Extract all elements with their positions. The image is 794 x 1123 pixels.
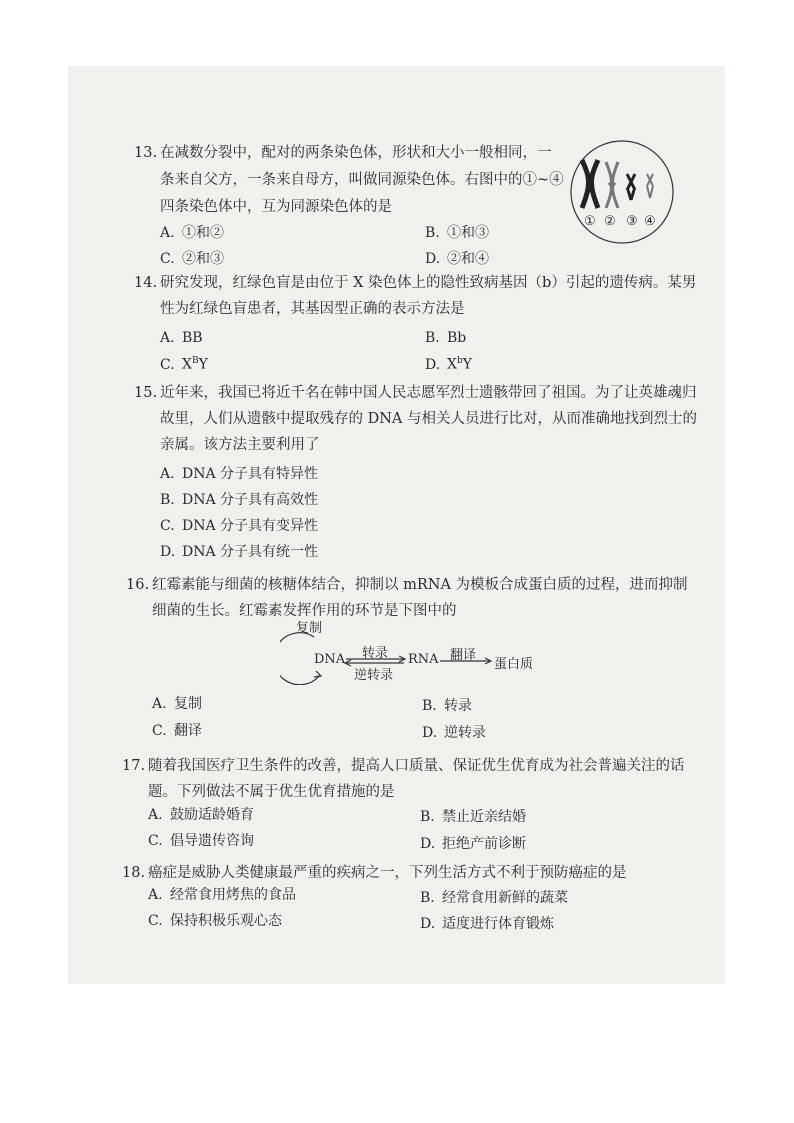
question-number: 14. (134, 275, 158, 291)
question-stem: 研究发现，红绿色盲是由位于 X 染色体上的隐性致病基因（b）引起的遗传病。某男性为红绿色盲患者，其基因型正确的表示方法是 (160, 275, 697, 317)
option-b[interactable]: B. ①和③ (425, 225, 489, 241)
option-b[interactable]: B. 转录 (422, 698, 472, 714)
replication-label: 复制 (296, 621, 323, 636)
option-d[interactable]: D. 拒绝产前诊断 (420, 836, 526, 852)
option-c[interactable]: C. 保持积极乐观心态 (148, 913, 282, 929)
question-number: 17. (122, 758, 146, 774)
option-a[interactable]: A. 复制 (152, 696, 202, 712)
question-number: 16. (126, 577, 150, 593)
question-number: 13. (134, 145, 158, 161)
option-c[interactable]: C. DNA 分子具有变异性 (160, 518, 319, 534)
question-stem: 随着我国医疗卫生条件的改善，提高人口质量、保证优生优育成为社会普遍关注的话题。下列做法不属于优生优育措施的是 (148, 758, 685, 800)
dna-label: DNA (314, 652, 346, 667)
option-a[interactable]: A. BB (160, 330, 203, 346)
option-c[interactable]: C. 倡导遗传咨询 (148, 833, 254, 849)
option-a[interactable]: A. 鼓励适龄婚育 (148, 807, 254, 823)
chromosome-label-1: ① (584, 214, 596, 229)
option-a[interactable]: A. 经常食用烤焦的食品 (148, 887, 296, 903)
chromosome-figure (568, 138, 676, 246)
option-d[interactable]: D. DNA 分子具有统一性 (160, 544, 319, 560)
option-a[interactable]: A. ①和② (160, 225, 224, 241)
option-a[interactable]: A. DNA 分子具有特异性 (160, 466, 319, 482)
option-d[interactable]: D. $X^bY$ (425, 356, 472, 373)
chromosome-label-4: ④ (644, 214, 656, 229)
option-d[interactable]: D. 适度进行体育锻炼 (420, 916, 554, 932)
question-stem: 癌症是威胁人类健康最严重的疾病之一，下列生活方式不利于预防癌症的是 (148, 865, 627, 881)
rna-label: RNA (408, 652, 439, 667)
transcription-label: 转录 (362, 646, 389, 661)
reverse-transcription-label: 逆转录 (354, 668, 394, 683)
chromosome-diagram (568, 138, 676, 246)
question-stem: 红霉素能与细菌的核糖体结合，抑制以 mRNA 为模板合成蛋白质的过程，进而抑制细菌的生长。红霉素发挥作用的环节是下图中的 (152, 577, 688, 619)
central-dogma-diagram (280, 615, 550, 685)
question-stem: 在减数分裂中，配对的两条染色体，形状和大小一般相同，一条来自父方，一条来自母方，叫做同源染色体。右图中的①~④四条染色体中，互为同源染色体的是 (160, 145, 564, 215)
option-b[interactable]: B. Bb (425, 330, 467, 346)
chromosome-label-3: ③ (626, 214, 638, 229)
translation-label: 翻译 (450, 648, 477, 663)
question-stem: 近年来，我国已将近千名在韩中国人民志愿军烈士遗骸带回了祖国。为了让英雄魂归故里，人们从遗骸中提取残存的 DNA 与相关人员进行比对，从而准确地找到烈士的亲属。该方法主要利用了 (160, 385, 697, 453)
protein-label: 蛋白质 (494, 657, 534, 672)
question-number: 18. (122, 865, 146, 881)
option-b[interactable]: B. DNA 分子具有高效性 (160, 492, 319, 508)
option-d[interactable]: D. 逆转录 (422, 725, 486, 741)
question-number: 15. (134, 385, 158, 401)
chromosome-label-2: ② (604, 214, 616, 229)
option-c[interactable]: C. $X^BY$ (160, 356, 208, 373)
option-c[interactable]: C. 翻译 (152, 723, 202, 739)
option-b[interactable]: B. 经常食用新鲜的蔬菜 (420, 890, 568, 906)
option-b[interactable]: B. 禁止近亲结婚 (420, 809, 526, 825)
option-c[interactable]: C. ②和③ (160, 251, 224, 267)
option-d[interactable]: D. ②和④ (425, 251, 489, 267)
